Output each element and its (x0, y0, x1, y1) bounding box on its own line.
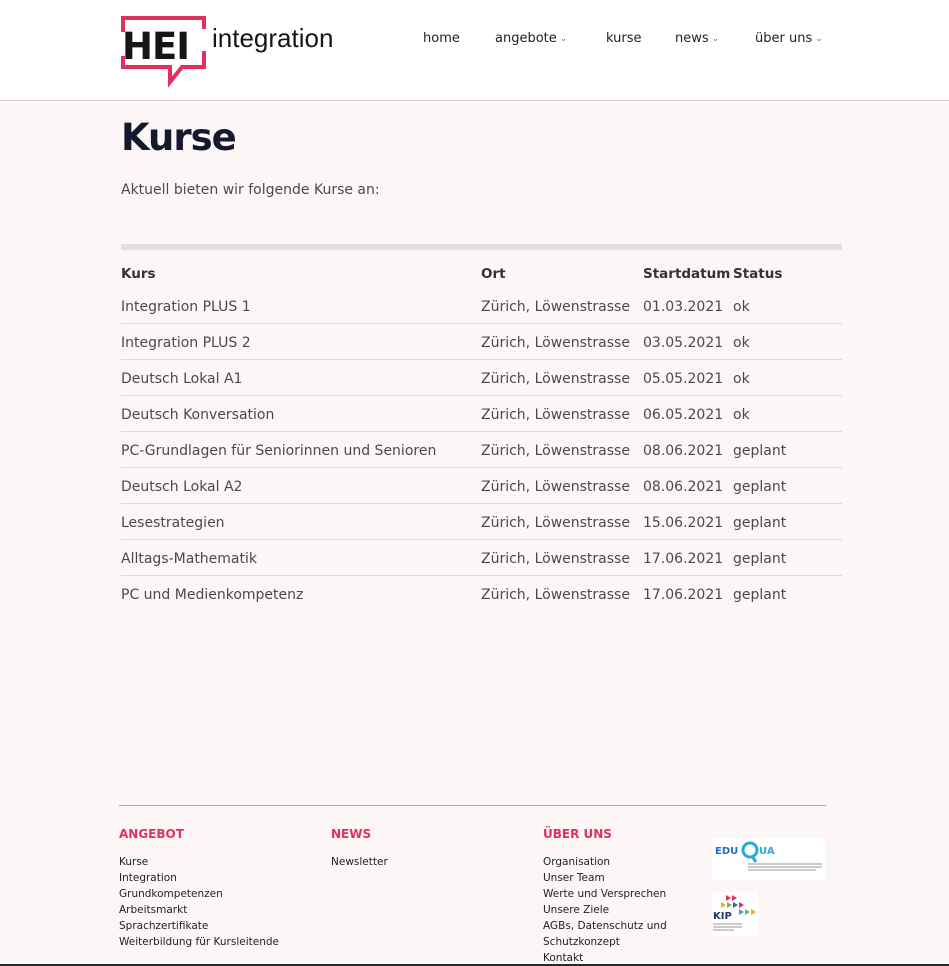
footer-link[interactable]: Unsere Ziele (543, 904, 610, 916)
cell-kurs: Deutsch Lokal A1 (121, 371, 243, 387)
cell-kurs: PC-Grundlagen für Seniorinnen und Senioren (121, 443, 437, 459)
table-row (121, 432, 842, 468)
cell-startdatum: 05.05.2021 (643, 371, 724, 387)
logo-mark-text: HEI (122, 25, 190, 68)
cell-startdatum: 17.06.2021 (643, 551, 724, 567)
footer-link[interactable]: Unser Team (543, 872, 605, 884)
cell-ort: Zürich, Löwenstrasse (481, 551, 630, 567)
cell-ort: Zürich, Löwenstrasse (481, 587, 630, 603)
logo-wordmark: integration (212, 23, 334, 53)
footer-link[interactable]: Organisation (543, 856, 611, 868)
cell-status: geplant (733, 443, 787, 459)
eduqua-logo-icon (712, 838, 825, 880)
table-body (121, 288, 842, 612)
page-intro: Aktuell bieten wir folgende Kurse an: (121, 182, 380, 198)
table-header-row (121, 250, 842, 288)
cell-kurs: Integration PLUS 2 (121, 335, 251, 351)
cell-startdatum: 06.05.2021 (643, 407, 724, 423)
footer-link[interactable]: Sprachzertifikate (119, 920, 209, 932)
footer-link[interactable]: Kurse (119, 856, 149, 868)
table-row (121, 288, 842, 324)
column-header-startdatum: Startdatum (643, 266, 731, 282)
nav-label: angebote (495, 31, 557, 46)
footer-heading-angebot: ANGEBOT (119, 827, 184, 841)
courses-table (121, 244, 842, 612)
cell-startdatum: 03.05.2021 (643, 335, 724, 351)
nav-item-ueber-uns[interactable] (755, 31, 823, 46)
nav-label: kurse (606, 31, 642, 46)
cell-ort: Zürich, Löwenstrasse (481, 299, 630, 315)
cell-startdatum: 08.06.2021 (643, 479, 724, 495)
footer-link[interactable]: Integration (119, 872, 177, 884)
cell-startdatum: 15.06.2021 (643, 515, 724, 531)
footer-column-news (331, 827, 388, 870)
cell-startdatum: 01.03.2021 (643, 299, 724, 315)
nav-label: news (675, 31, 709, 46)
cell-ort: Zürich, Löwenstrasse (481, 443, 630, 459)
footer-links-angebot (119, 854, 279, 950)
footer-link[interactable]: AGBs, Datenschutz und (543, 920, 667, 932)
footer-links-news (331, 854, 388, 870)
footer-link[interactable]: Newsletter (331, 856, 388, 868)
table-row (121, 540, 842, 576)
footer-heading-news: NEWS (331, 827, 372, 841)
cell-startdatum: 17.06.2021 (643, 587, 724, 603)
cell-status: ok (733, 371, 750, 387)
footer-link[interactable]: Werte und Versprechen (543, 888, 667, 900)
cell-ort: Zürich, Löwenstrasse (481, 371, 630, 387)
svg-text:EDU: EDU (715, 846, 739, 857)
site-header (0, 0, 949, 101)
cell-status: geplant (733, 515, 787, 531)
eduqua-badge[interactable] (712, 838, 825, 880)
table-row (121, 324, 842, 360)
table-row (121, 360, 842, 396)
table-row (121, 468, 842, 504)
table-row (121, 396, 842, 432)
cell-ort: Zürich, Löwenstrasse (481, 335, 630, 351)
page-title: Kurse (121, 116, 236, 159)
nav-item-home[interactable] (423, 31, 460, 46)
svg-text:UA: UA (759, 846, 775, 857)
chevron-down-icon: ⌄ (711, 34, 720, 44)
chevron-down-icon: ⌄ (815, 34, 823, 44)
cell-ort: Zürich, Löwenstrasse (481, 407, 630, 423)
cell-kurs: Lesestrategien (121, 515, 225, 531)
footer-link[interactable]: Grundkompetenzen (119, 888, 223, 900)
footer-link[interactable]: Weiterbildung für Kursleitende (119, 936, 279, 948)
kip-logo-icon (712, 892, 758, 936)
cell-status: ok (733, 299, 750, 315)
cell-status: geplant (733, 551, 787, 567)
cell-ort: Zürich, Löwenstrasse (481, 479, 630, 495)
cell-status: geplant (733, 479, 787, 495)
footer-link[interactable]: Schutzkonzept (543, 936, 620, 948)
kip-badge[interactable] (712, 892, 758, 936)
nav-item-angebote[interactable] (495, 31, 567, 46)
cell-startdatum: 08.06.2021 (643, 443, 724, 459)
cell-status: ok (733, 335, 750, 351)
cell-kurs: PC und Medienkompetenz (121, 587, 304, 603)
nav-item-kurse[interactable] (606, 31, 641, 46)
nav-label: home (423, 31, 460, 46)
nav-label: über uns (755, 31, 813, 46)
footer-link[interactable]: Kontakt (543, 952, 584, 964)
table-row (121, 504, 842, 540)
main-navigation (0, 31, 949, 51)
footer-divider (119, 805, 826, 806)
footer-links-ueber-uns (543, 854, 667, 966)
footer-column-angebot (119, 827, 279, 950)
cell-status: ok (733, 407, 750, 423)
footer-heading-ueber-uns: ÜBER UNS (543, 827, 612, 841)
footer-link[interactable]: Arbeitsmarkt (119, 904, 188, 916)
cell-kurs: Deutsch Konversation (121, 407, 275, 423)
cell-kurs: Deutsch Lokal A2 (121, 479, 243, 495)
column-header-kurs: Kurs (121, 266, 156, 282)
table-row (121, 576, 842, 612)
footer-column-ueber-uns (543, 827, 667, 966)
column-header-ort: Ort (481, 266, 506, 282)
cell-ort: Zürich, Löwenstrasse (481, 515, 630, 531)
cell-kurs: Alltags-Mathematik (121, 551, 257, 567)
hei-integration-logo[interactable] (120, 15, 334, 89)
svg-text:KIP: KIP (713, 911, 732, 922)
cell-status: geplant (733, 587, 787, 603)
cell-kurs: Integration PLUS 1 (121, 299, 251, 315)
column-header-status: Status (733, 266, 783, 282)
nav-item-news[interactable] (675, 31, 719, 46)
chevron-down-icon: ⌄ (559, 34, 568, 44)
